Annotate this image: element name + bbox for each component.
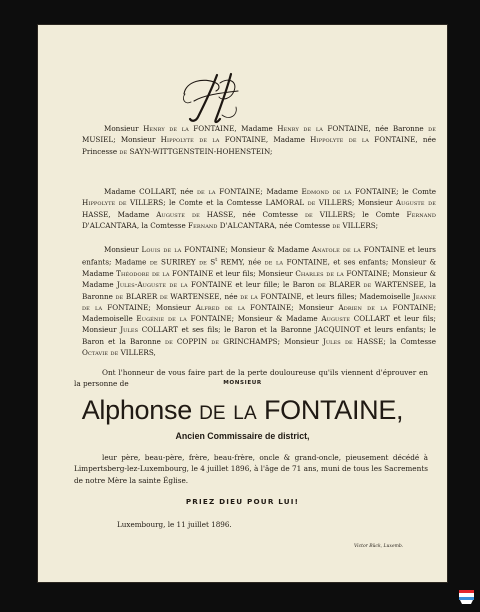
family-text-run: GRINCHAMPS; Monsieur: [219, 336, 323, 346]
family-text-run: FONTAINE; Madame: [215, 187, 302, 196]
family-text-run: HASSE, Madame: [82, 209, 157, 219]
family-text-run: FONTAINE; Monsieur: [245, 302, 339, 312]
name-particle: de la: [199, 395, 257, 425]
family-text-run: COLLART et leur fils; Monsieur: [82, 314, 436, 335]
family-text-run: FONTAINE et leur fils; Monsieur: [169, 268, 296, 278]
name-first: Alphonse: [81, 395, 200, 425]
place-date: Luxembourg, le 11 juillet 1896.: [117, 520, 232, 529]
family-text-run: Hippolyte de: [82, 198, 127, 208]
family-list-3: [82, 244, 436, 358]
announcement-text: [74, 367, 428, 390]
deceased-title: Ancien Commissaire de district,: [175, 431, 310, 441]
family-text-run: Auguste de: [395, 198, 436, 208]
family-text-run: Fernand: [406, 209, 437, 219]
family-text-run: de: [332, 220, 341, 230]
family-text-run: FONTAINE; Mademoiselle: [82, 302, 437, 324]
family-text-run: Fernand: [188, 220, 218, 230]
family-text-run: S: [206, 257, 216, 267]
family-text-run: de la: [240, 291, 258, 301]
announcement-paragraph: Ont l'honneur de vous faire part de la perte douloureuse qu'ils viennent d'éprouver en la personne de: [74, 368, 428, 389]
prayer-line: PRIEZ DIEU POUR LUI!: [185, 497, 300, 506]
family-text-run: de: [344, 336, 353, 346]
family-text-run: VILLERS;: [340, 220, 379, 230]
family-text-run: D'ALCANTARA, née Comtesse: [217, 220, 333, 230]
family-text-run: FONTAINE, et leurs filles; Mademoiselle: [257, 291, 413, 301]
family-text-run: de: [149, 257, 158, 267]
family-list-2: [82, 186, 436, 231]
family-text-run: HASSE; la Comtesse: [352, 336, 436, 346]
family-text-run: Auguste de: [156, 209, 200, 219]
luxembourg-flag-icon: [459, 590, 474, 600]
family-text-run: Théodore de la: [116, 268, 170, 278]
family-text-run: FONTAINE; Monsieur & Madame: [186, 314, 322, 324]
family-text-run: MUSIEL; Monsieur: [82, 135, 161, 145]
family-text-run: Alfred de la: [195, 302, 245, 312]
family-text-run: de: [115, 291, 124, 301]
family-paragraph: [82, 123, 436, 157]
family-text-run: de: [428, 124, 436, 133]
family-text-run: de: [307, 198, 316, 208]
family-text-run: Octavie de: [82, 348, 119, 358]
family-text-run: VILLERS,: [118, 348, 156, 358]
family-text-run: de: [304, 209, 313, 219]
family-text-run: FONTAINE et leurs enfants; Madame: [82, 245, 436, 267]
family-text-run: BLARER: [123, 291, 160, 301]
family-text-run: FONTAINE; le Comte: [351, 187, 437, 196]
deceased-name: [38, 395, 447, 426]
family-text-run: Henry de la: [143, 124, 189, 133]
family-text-run: de: [159, 291, 168, 301]
family-text-run: Anatole de la: [311, 245, 361, 254]
family-text-run: Monsieur: [104, 245, 142, 254]
family-text-run: Adrien de la: [338, 302, 388, 312]
family-text-run: Charles de la: [295, 268, 344, 278]
flag-base-icon: [459, 600, 474, 604]
family-text-run: Auguste: [321, 314, 351, 324]
family-text-run: de la: [264, 257, 284, 267]
family-text-run: Edmond de la: [301, 187, 352, 196]
death-paragraph: leur père, beau-père, frère, beau-frère, oncle & grand-oncle, pieusement décédé à Limpertsberg-lez-Luxembourg, le 4 juillet 1896, à l'âge de 71 ans, muni de tous les Sacrements de notre Mère la sainte Église.: [74, 453, 428, 485]
family-text-run: FONTAINE; Monsieur: [102, 302, 196, 312]
family-text-run: WARTENSEE, la Baronne: [82, 280, 436, 301]
family-text-run: FONTAINE, Madame: [219, 135, 311, 145]
family-text-run: de la: [196, 187, 216, 196]
family-text-run: de: [119, 146, 128, 156]
family-text-run: SAYN-WITTGENSTEIN-HOHENSTEIN;: [127, 146, 273, 156]
announcement-card: [38, 25, 447, 582]
family-text-run: VILLERS; le Comte: [312, 209, 407, 219]
family-text-run: Jeanne de la: [82, 291, 437, 312]
family-text-run: de: [199, 257, 207, 267]
family-text-run: Henry de la: [277, 124, 323, 133]
family-text-run: HASSE, née Comtesse: [199, 209, 305, 219]
family-text-run: Jules-Auguste de la: [116, 280, 188, 290]
family-text-run: BLARER: [325, 280, 364, 290]
family-text-run: Jules: [322, 336, 341, 346]
family-text-run: FONTAINE; Monsieur & Madame: [82, 268, 436, 290]
family-text-run: FONTAINE, née Princesse: [82, 135, 436, 156]
family-text-run: REMY, née: [217, 257, 265, 267]
family-text-run: Madame COLLART, née: [104, 187, 197, 196]
family-text-run: de: [317, 280, 326, 290]
family-text-run: WARTENSEE, née: [167, 291, 241, 301]
family-text-run: Eugénie de la: [136, 314, 187, 324]
family-text-run: FONTAINE; Monsieur & Madame: [181, 245, 312, 254]
family-list-1: [82, 123, 436, 157]
monogram-logo: [176, 61, 246, 131]
family-text-run: Louis de la: [141, 245, 182, 254]
family-text-run: D'ALCANTARA, la Comtesse: [82, 220, 189, 230]
name-last: FONTAINE,: [256, 395, 404, 425]
family-text-run: de: [164, 336, 173, 346]
family-text-run: de: [211, 336, 220, 346]
family-text-run: FONTAINE et leur fille; le Baron: [187, 280, 318, 290]
family-text-run: COPPIN: [172, 336, 212, 346]
family-text-run: de: [363, 280, 372, 290]
family-text-run: VILLERS; le Comte et la Comtesse LAMORAL: [126, 198, 308, 208]
family-text-run: Hippolyte de la: [160, 135, 220, 145]
family-text-run: VILLERS; Monsieur: [315, 198, 396, 208]
family-paragraph: [82, 186, 436, 231]
family-text-run: COLLART et ses fils; le Baron et la Baronne JACQUINOT et leurs enfants; le Baron et la Baronne: [82, 325, 437, 346]
family-text-run: t: [215, 257, 218, 264]
honorific: MONSIEUR: [223, 380, 262, 386]
family-text-run: Jules: [120, 325, 139, 335]
family-text-run: Monsieur: [104, 124, 144, 133]
family-text-run: FONTAINE, Madame: [188, 124, 278, 133]
printer-credit: Victor Bück, Luxemb.: [354, 544, 404, 549]
family-text-run: Hippolyte de la: [310, 135, 370, 145]
family-text-run: SURIREY: [157, 257, 200, 267]
family-text-run: FONTAINE, et ses enfants; Monsieur & Madame: [82, 257, 437, 278]
family-text-run: FONTAINE, née Baronne: [322, 124, 429, 133]
death-notice: [74, 452, 428, 486]
family-paragraph: [82, 244, 436, 358]
